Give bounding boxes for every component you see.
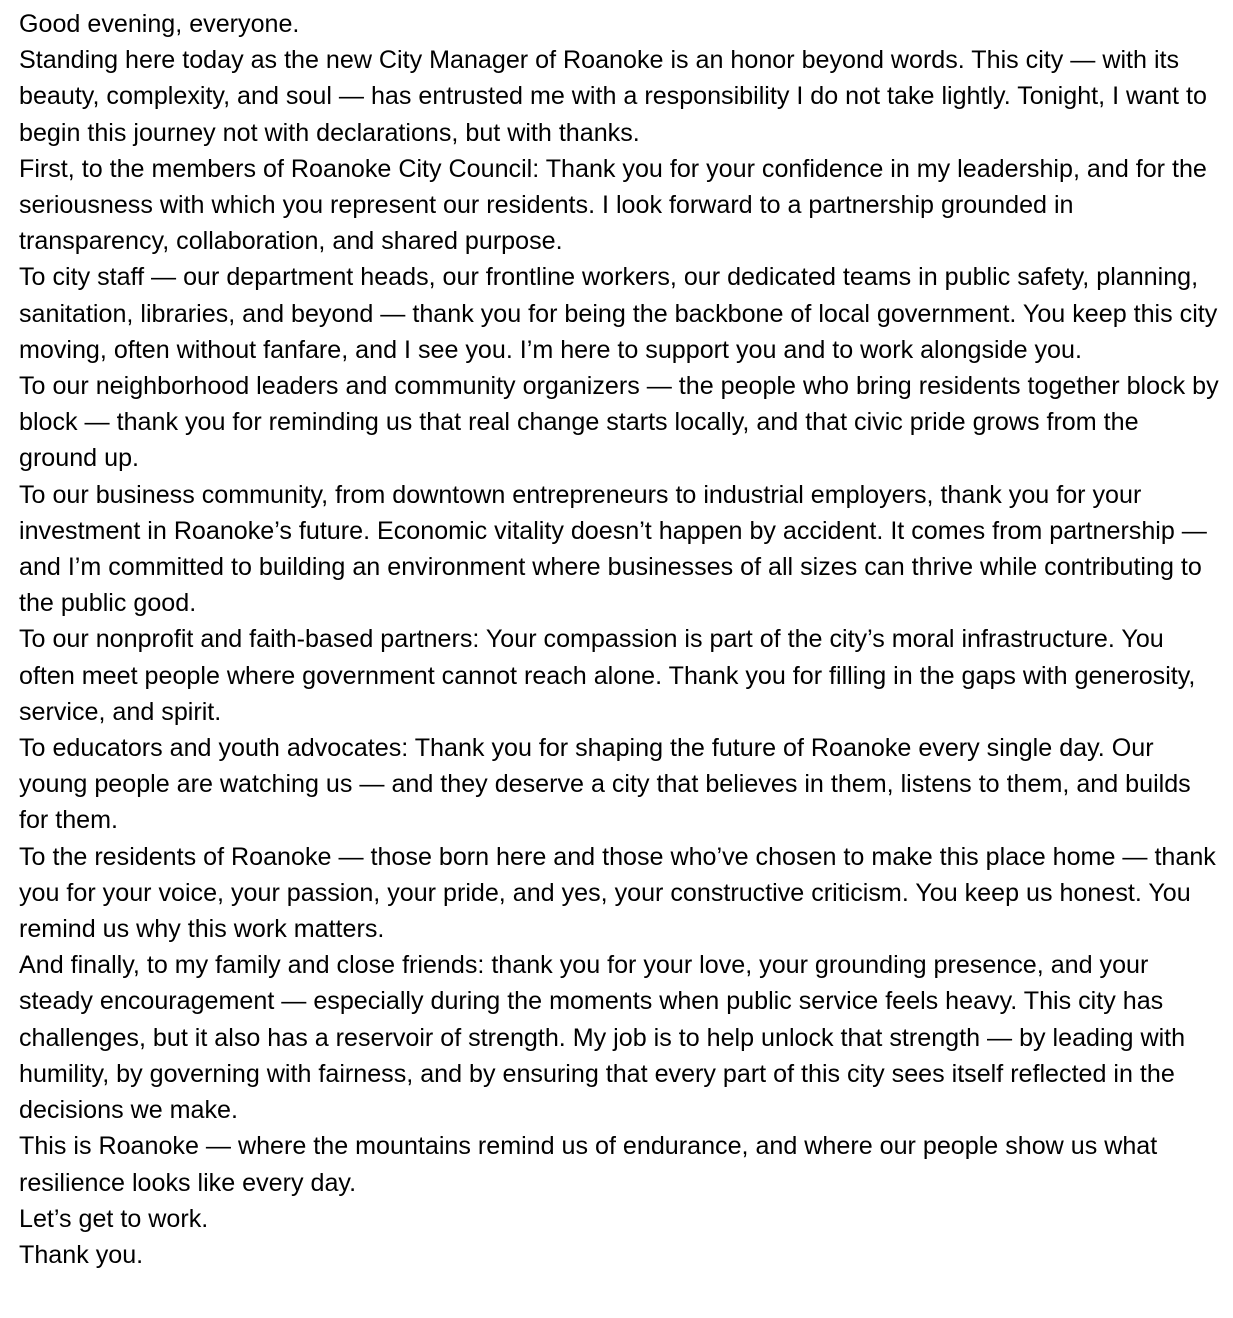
business-community-paragraph: To our business community, from downtown entrepreneurs to industrial employers, thank you for your investment in Roanoke’s future. Economic vitality doesn’t happen by accident. It comes from partnership — and I’m committed to building an environment where businesses of all sizes can thrive while contributing to the public good. (19, 480, 1207, 618)
residents-paragraph: To the residents of Roanoke — those born here and those who’ve chosen to make this place home — thank you for your voice, your passion, your pride, and yes, your constructive criticism. You keep us honest. You remind us why this work matters. (19, 842, 1216, 944)
educators-paragraph: To educators and youth advocates: Thank you for shaping the future of Roanoke every single day. Our young people are watching us — and they deserve a city that believes in them, listens to them, and builds for them. (19, 734, 1191, 835)
nonprofit-partners-paragraph: To our nonprofit and faith-based partners: Your compassion is part of the city’s moral infrastructure. You often meet people where government cannot reach alone. Thank you for filling in the gaps with generosity, service, and spirit. (19, 625, 1196, 726)
greeting-paragraph: Good evening, everyone. (19, 10, 300, 38)
closing-paragraph: Thank you. (19, 1240, 144, 1269)
city-council-paragraph: First, to the members of Roanoke City Council: Thank you for your confidence in my leadership, and for the seriousness with which you represent our residents. I look forward to a partnership grounded in transparency, collaboration, and shared purpose. (19, 154, 1207, 256)
opening-paragraph: Standing here today as the new City Manager of Roanoke is an honor beyond words. This city — with its beauty, complexity, and soul — has entrusted me with a responsibility I do not take lightly. Tonight, I want to begin this journey not with declarations, but with thanks. (19, 46, 1207, 147)
city-staff-paragraph: To city staff — our department heads, our frontline workers, our dedicated teams in public safety, planning, sanitation, libraries, and beyond — thank you for being the backbone of local government. You keep this city moving, often without fanfare, and I see you. I’m here to support you and to work alongside you. (19, 263, 1218, 364)
speech-document (19, 6, 1219, 1273)
call-to-action-paragraph: Let’s get to work. (19, 1204, 209, 1233)
roanoke-paragraph: This is Roanoke — where the mountains remind us of endurance, and where our people show us what resilience looks like every day. (19, 1132, 1158, 1197)
neighborhood-leaders-paragraph: To our neighborhood leaders and community organizers — the people who bring residents together block by block — thank you for reminding us that real change starts locally, and that civic pride grows from the ground up. (19, 372, 1219, 473)
family-friends-paragraph: And finally, to my family and close friends: thank you for your love, your grounding presence, and your steady encouragement — especially during the moments when public service feels heavy. This city has challenges, but it also has a reservoir of strength. My job is to help unlock that strength — by leading with humility, by governing with fairness, and by ensuring that every part of this city sees itself reflected in the decisions we make. (19, 951, 1186, 1125)
